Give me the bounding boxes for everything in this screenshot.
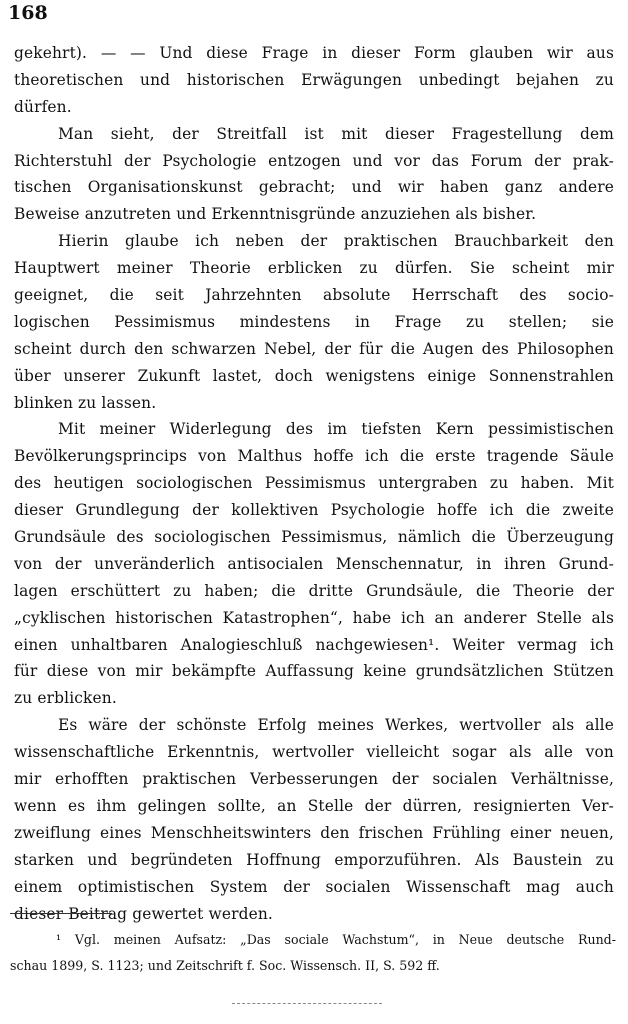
footnote-line: schau 1899, S. 1123; und Zeitschrift f. Soc. Wissensch. II, S. 592 ff.	[10, 958, 440, 973]
text-line: dürfen.	[14, 97, 72, 116]
text-line: zu erblicken.	[14, 689, 117, 708]
text-line: mir erhofften praktischen Verbesserungen der socialen Verhältnisse,	[14, 770, 614, 789]
text-line: geeignet, die seit Jahrzehnten absolute Herrschaft des socio-	[14, 286, 614, 305]
text-line: blinken zu lassen.	[14, 393, 157, 412]
text-line: von der unveränderlich antisocialen Menschennatur, in ihren Grund-	[14, 554, 614, 573]
text-line: wenn es ihm gelingen sollte, an Stelle der dürren, resignierten Ver-	[14, 796, 614, 815]
text-line: Es wäre der schönste Erfolg meines Werkes, wertvoller als alle	[58, 716, 614, 735]
text-line: Grundsäule des sociologischen Pessimismus, nämlich die Überzeugung	[14, 528, 614, 547]
text-line: Hauptwert meiner Theorie erblicken zu dürfen. Sie scheint mir	[14, 259, 614, 278]
text-line: wissenschaftliche Erkenntnis, wertvoller vielleicht sogar als alle von	[14, 743, 614, 762]
bottom-rule	[232, 1003, 382, 1004]
text-line: für diese von mir bekämpfte Auffassung keine grundsätzlichen Stützen	[14, 662, 614, 681]
text-line: über unserer Zukunft lastet, doch wenigstens einige Sonnenstrahlen	[14, 366, 614, 385]
body-text	[14, 40, 614, 927]
text-line: tischen Organisationskunst gebracht; und wir haben ganz andere	[14, 178, 614, 197]
text-line: zweiflung eines Menschheitswinters den frischen Frühling einer neuen,	[14, 823, 614, 842]
text-line: Bevölkerungsprincips von Malthus hoffe ich die erste tragende Säule	[14, 447, 614, 466]
text-line: des heutigen sociologischen Pessimismus untergraben zu haben. Mit	[14, 474, 614, 493]
text-line: logischen Pessimismus mindestens in Frage zu stellen; sie	[14, 312, 614, 331]
text-line: scheint durch den schwarzen Nebel, der für die Augen des Philosophen	[14, 339, 614, 358]
text-line: gekehrt). — — Und diese Frage in dieser Form glauben wir aus	[14, 44, 614, 62]
footnote	[10, 927, 616, 979]
footnote-rule	[10, 913, 112, 914]
text-line: dieser Beitrag gewertet werden.	[14, 904, 273, 923]
footnote-line: ¹ Vgl. meinen Aufsatz: „Das sociale Wachstum“, in Neue deutsche Rund-	[56, 932, 616, 947]
text-line: Beweise anzutreten und Erkenntnisgründe anzuziehen als bisher.	[14, 205, 537, 224]
text-line: einen unhaltbaren Analogieschluß nachgewiesen¹. Weiter vermag ich	[14, 635, 614, 654]
text-line: dieser Grundlegung der kollektiven Psychologie hoffe ich die zweite	[14, 501, 614, 520]
text-line: „cyklischen historischen Katastrophen“, habe ich an anderer Stelle als	[14, 608, 614, 627]
text-line: theoretischen und historischen Erwägungen unbedingt bejahen zu	[14, 70, 614, 89]
text-line: Hierin glaube ich neben der praktischen Brauchbarkeit den	[58, 232, 614, 251]
text-line: lagen erschüttert zu haben; die dritte Grundsäule, die Theorie der	[14, 581, 614, 600]
page-number: 168	[8, 2, 48, 24]
text-line: einem optimistischen System der socialen Wissenschaft mag auch	[14, 877, 614, 896]
text-line: Richterstuhl der Psychologie entzogen und vor das Forum der prak-	[14, 151, 614, 170]
text-line: starken und begründeten Hoffnung emporzuführen. Als Baustein zu	[14, 850, 614, 869]
text-line: Mit meiner Widerlegung des im tiefsten Kern pessimistischen	[58, 420, 614, 439]
text-line: Man sieht, der Streitfall ist mit dieser Fragestellung dem	[58, 124, 614, 143]
